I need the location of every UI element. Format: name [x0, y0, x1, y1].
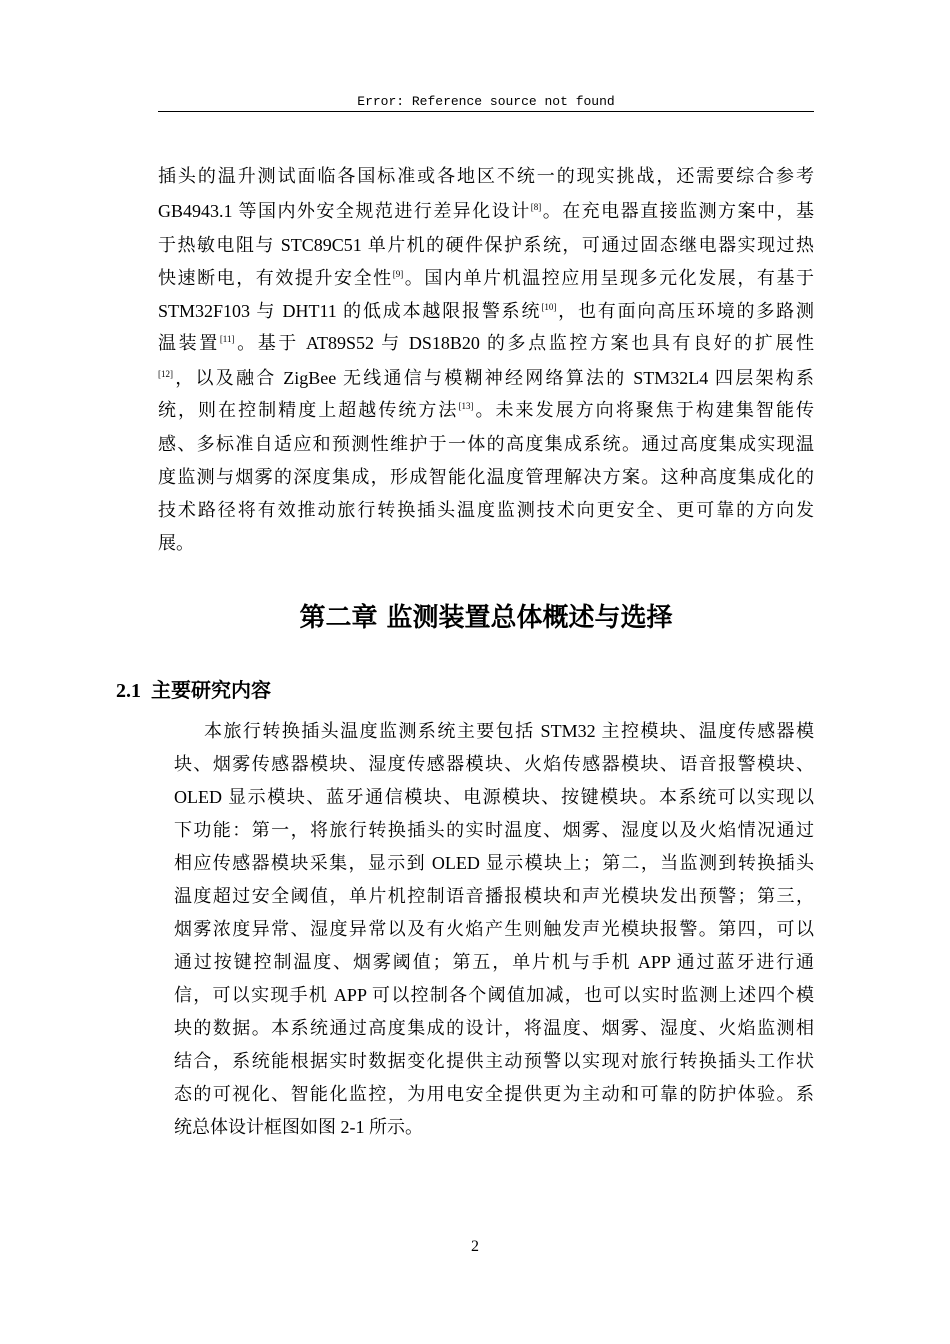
chapter-title: 第二章 监测装置总体概述与选择 — [299, 603, 673, 633]
paragraph-line — [158, 366, 814, 390]
paragraph-line: 统总体设计框图如图 2-1 所示。 — [174, 1117, 423, 1137]
page-number: 2 — [471, 1238, 479, 1255]
citation: [8] — [530, 202, 542, 212]
text-segment: GB4943.1 等国内外安全规范进行差异化设计 — [158, 201, 531, 221]
section-number: 2.1 — [116, 680, 141, 702]
paragraph-line: 技术路径将有效推动旅行转换插头温度监测技术向更安全、更可靠的方向发 — [158, 500, 814, 520]
paragraph-line — [158, 331, 814, 355]
paragraph-line: 结合，系统能根据实时数据变化提供主动预警以实现对旅行转换插头工作状 — [174, 1051, 814, 1071]
paragraph-line — [158, 199, 814, 223]
text-segment: 。基于 AT89S52 与 DS18B20 的多点监控方案也具有良好的扩展性 — [234, 333, 814, 353]
text-segment: 。未来发展方向将聚焦于构建集智能传 — [473, 400, 814, 420]
citation: [13] — [458, 401, 474, 411]
paragraph-line — [158, 398, 814, 422]
paragraph-line: 态的可视化、智能化监控，为用电安全提供更为主动和可靠的防护体验。系 — [174, 1084, 814, 1104]
section-title: 主要研究内容 — [151, 678, 271, 702]
text-segment: ，也有面向高压环境的多路测 — [556, 301, 814, 321]
paragraph-line: 块的数据。本系统通过高度集成的设计，将温度、烟雾、湿度、火焰监测相 — [174, 1018, 814, 1038]
paragraph-line — [158, 299, 814, 323]
paragraph-line: 块、烟雾传感器模块、湿度传感器模块、火焰传感器模块、语音报警模块、 — [174, 754, 814, 774]
text-segment: 温装置 — [158, 333, 220, 353]
paragraph-line: 展。 — [158, 533, 194, 553]
paragraph-line: 通过按键控制温度、烟雾阈值；第五，单片机与手机 APP 通过蓝牙进行通 — [174, 952, 814, 972]
citation: [9] — [392, 269, 404, 279]
page-header: Error: Reference source not found — [158, 92, 814, 112]
text-segment: 统，则在控制精度上超越传统方法 — [158, 400, 459, 420]
citation: [10] — [541, 302, 557, 312]
text-segment: 。在充电器直接监测方案中，基 — [541, 201, 814, 221]
text-segment: STM32F103 与 DHT11 的低成本越限报警系统 — [158, 301, 542, 321]
paragraph-line: 插头的温升测试面临各国标准或各地区不统一的现实挑战，还需要综合参考 — [158, 166, 814, 186]
paragraph-line: 于热敏电阻与 STC89C51 单片机的硬件保护系统，可通过固态继电器实现过热 — [158, 235, 814, 255]
citation: [12] — [158, 369, 173, 379]
paragraph-line: 下功能：第一，将旅行转换插头的实时温度、烟雾、湿度以及火焰情况通过 — [174, 820, 814, 840]
text-segment: 。国内单片机温控应用呈现多元化发展，有基于 — [403, 268, 815, 288]
paragraph-line: 感、多标准自适应和预测性维护于一体的高度集成系统。通过高度集成实现温 — [158, 434, 814, 454]
section-heading — [116, 676, 271, 705]
paragraph-line: 信，可以实现手机 APP 可以控制各个阈值加减，也可以实时监测上述四个模 — [174, 985, 814, 1005]
paragraph-line: 本旅行转换插头温度监测系统主要包括 STM32 主控模块、温度传感器模 — [204, 721, 814, 741]
paragraph-line: OLED 显示模块、蓝牙通信模块、电源模块、按键模块。本系统可以实现以 — [174, 787, 814, 807]
paragraph-line — [158, 266, 814, 290]
paragraph-line: 度监测与烟雾的深度集成，形成智能化温度管理解决方案。这种高度集成化的 — [158, 467, 814, 487]
text-segment: 快速断电，有效提升安全性 — [158, 268, 393, 288]
paragraph-line: 温度超过安全阈值，单片机控制语音播报模块和声光模块发出预警；第三， — [174, 886, 814, 906]
text-segment: ，以及融合 ZigBee 无线通信与模糊神经网络算法的 STM32L4 四层架构系 — [173, 368, 814, 388]
paragraph-line: 相应传感器模块采集，显示到 OLED 显示模块上；第二，当监测到转换插头 — [174, 853, 814, 873]
citation: [11] — [219, 334, 235, 344]
paragraph-line: 烟雾浓度异常、湿度异常以及有火焰产生则触发声光模块报警。第四，可以 — [174, 919, 814, 939]
